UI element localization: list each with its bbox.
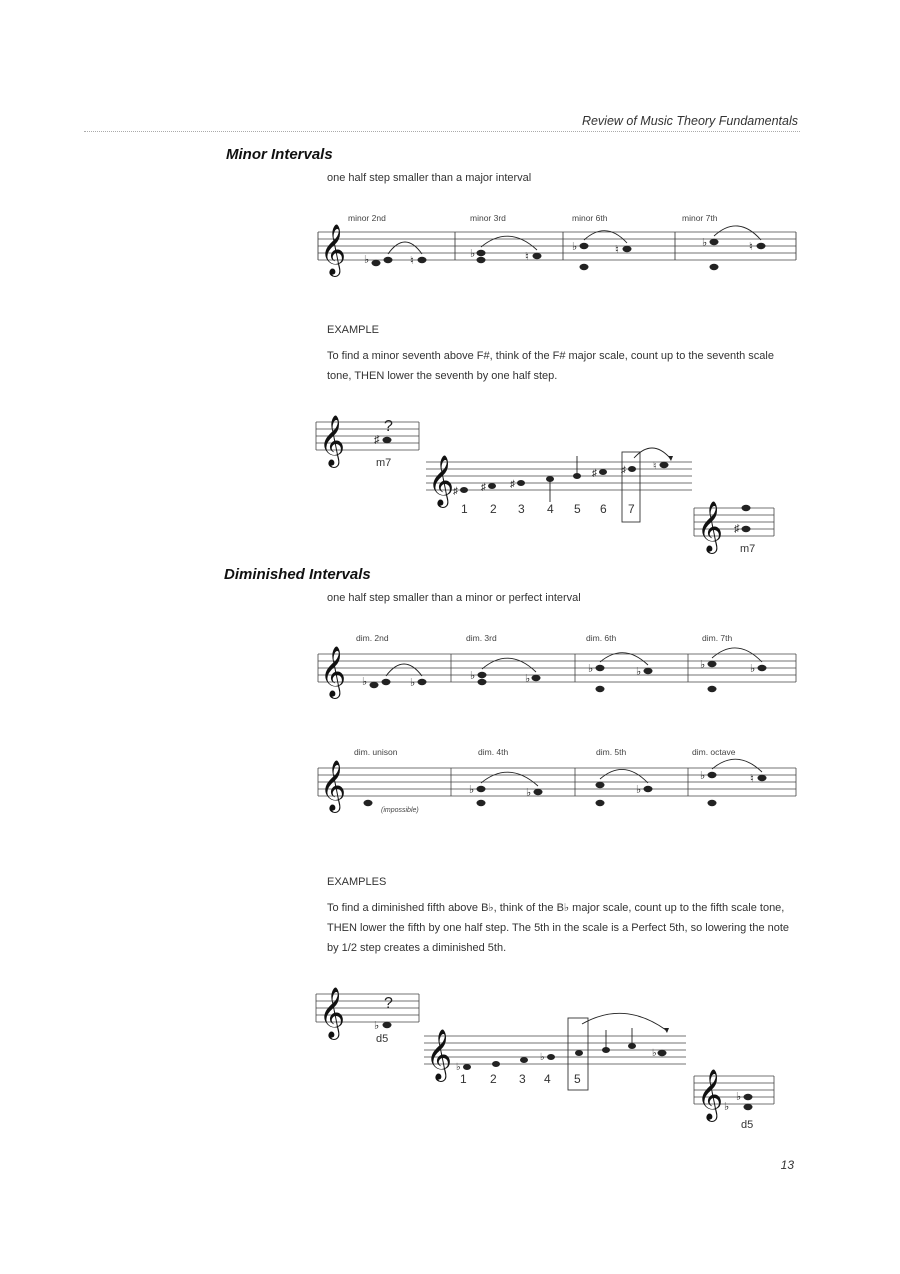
minor-example-answer-staff [694,500,784,558]
flat-icon: ♭ [525,673,531,685]
diminished-intervals-title: Diminished Intervals [224,566,371,583]
interval-label: minor 7th [682,213,718,223]
scale-degree: 2 [490,1072,497,1086]
sharp-icon: ♯ [374,434,380,446]
flat-icon: ♭ [736,1091,742,1103]
minor-example-text-line-2: tone, THEN lower the seventh by one half step. [327,370,558,382]
treble-clef-icon: 𝄞 [426,1030,453,1079]
scale-degree: 6 [600,502,607,516]
interval-label: dim. 4th [478,747,509,757]
treble-clef-icon: 𝄞 [319,416,346,465]
flat-icon: ♭ [636,784,642,796]
interval-label: dim. 5th [596,747,627,757]
interval-result-label: m7 [740,543,756,555]
flat-icon: ♭ [540,1052,545,1063]
natural-icon: ♮ [615,244,619,256]
treble-clef-icon: 𝄞 [697,502,724,551]
natural-icon: ♮ [749,241,753,253]
flat-icon: ♭ [364,254,370,266]
scale-degree: 1 [461,502,468,516]
scale-degree: 4 [547,502,554,516]
diminished-intervals-staff-2 [318,746,798,816]
natural-icon: ♮ [750,773,754,785]
flat-icon: ♭ [636,666,642,678]
flat-icon: ♭ [652,1048,657,1059]
natural-icon: ♮ [410,255,414,267]
diminished-example-question-staff [316,984,426,1046]
page-number: 13 [780,1158,794,1172]
sharp-icon: ♯ [592,468,597,479]
scale-degree: 4 [544,1072,551,1086]
flat-icon: ♭ [470,670,476,682]
diminished-example-text-line-3: by 1/2 step creates a diminished 5th. [327,942,507,954]
flat-icon: ♭ [374,1020,380,1032]
minor-intervals-description: one half step smaller than a major interval [327,172,532,184]
flat-icon: ♭ [700,659,706,671]
flat-icon: ♭ [724,1101,730,1113]
treble-clef-icon: 𝄞 [319,988,346,1037]
interval-label: dim. 2nd [356,633,389,643]
interval-label: minor 2nd [348,213,386,223]
staff-lines [318,232,796,260]
question-mark: ? [384,995,393,1012]
minor-example-heading: EXAMPLE [327,324,379,336]
natural-icon: ♮ [525,251,529,263]
flat-icon: ♭ [456,1062,461,1073]
flat-icon: ♭ [470,248,476,260]
diminished-example-text-line-2: THEN lower the fifth by one half step. The 5th in the scale is a Perfect 5th, so lowering the note [327,922,790,934]
f-sharp-major-scale-staff [426,452,696,527]
interval-label: dim. 3rd [466,633,497,643]
flat-icon: ♭ [526,787,532,799]
impossible-note: (impossible) [381,807,419,814]
scale-degree: 5 [574,502,581,516]
lowering-arrow [634,448,670,458]
flat-icon: ♭ [469,784,475,796]
interval-result-label: m7 [376,457,392,469]
sharp-icon: ♯ [621,465,626,476]
scale-degree: 1 [460,1072,467,1086]
treble-clef-icon: 𝄞 [428,456,455,505]
interval-label: minor 3rd [470,213,506,223]
interval-label: minor 6th [572,213,608,223]
sharp-icon: ♯ [453,486,458,497]
flat-icon: ♭ [572,241,578,253]
flat-icon: ♭ [702,237,708,249]
interval-result-label: d5 [741,1119,754,1131]
minor-example-question-staff [316,412,426,472]
interval-result-label: d5 [376,1033,389,1045]
question-mark: ? [384,418,393,435]
interval-label: dim. octave [692,747,736,757]
minor-intervals-title: Minor Intervals [226,146,333,163]
scale-degree: 7 [628,502,635,516]
b-flat-major-scale-staff [424,1026,694,1096]
flat-icon: ♭ [410,677,416,689]
flat-icon: ♭ [750,663,756,675]
interval-label: dim. 6th [586,633,617,643]
natural-icon: ♮ [653,461,657,472]
flat-icon: ♭ [362,676,368,688]
minor-intervals-staff [318,210,798,280]
scale-degree: 3 [518,502,525,516]
treble-clef-icon: 𝄞 [320,761,347,810]
interval-label: dim. 7th [702,633,733,643]
treble-clef-icon: 𝄞 [320,225,347,274]
header-divider [84,131,800,132]
diminished-example-heading: EXAMPLES [327,876,387,888]
diminished-example-answer-staff [694,1068,784,1132]
interval-label: dim. unison [354,747,398,757]
lowering-arrow [582,1013,666,1030]
sharp-icon: ♯ [510,479,515,490]
scale-degree: 2 [490,502,497,516]
flat-icon: ♭ [588,663,594,675]
diminished-intervals-staff-1 [318,632,798,702]
running-header: Review of Music Theory Fundamentals [581,114,798,128]
treble-clef-icon: 𝄞 [697,1070,724,1119]
treble-clef-icon: 𝄞 [320,647,347,696]
sharp-icon: ♯ [481,482,486,493]
sharp-icon: ♯ [734,523,740,535]
diminished-intervals-description: one half step smaller than a minor or perfect interval [327,592,581,604]
scale-degree: 3 [519,1072,526,1086]
minor-example-text-line-1: To find a minor seventh above F#, think of the F# major scale, count up to the seventh scale [327,350,774,362]
flat-icon: ♭ [700,770,706,782]
scale-degree: 5 [574,1072,581,1086]
diminished-example-text-line-1: To find a diminished fifth above B♭, think of the B♭ major scale, count up to the fifth scale tone, [327,902,785,914]
